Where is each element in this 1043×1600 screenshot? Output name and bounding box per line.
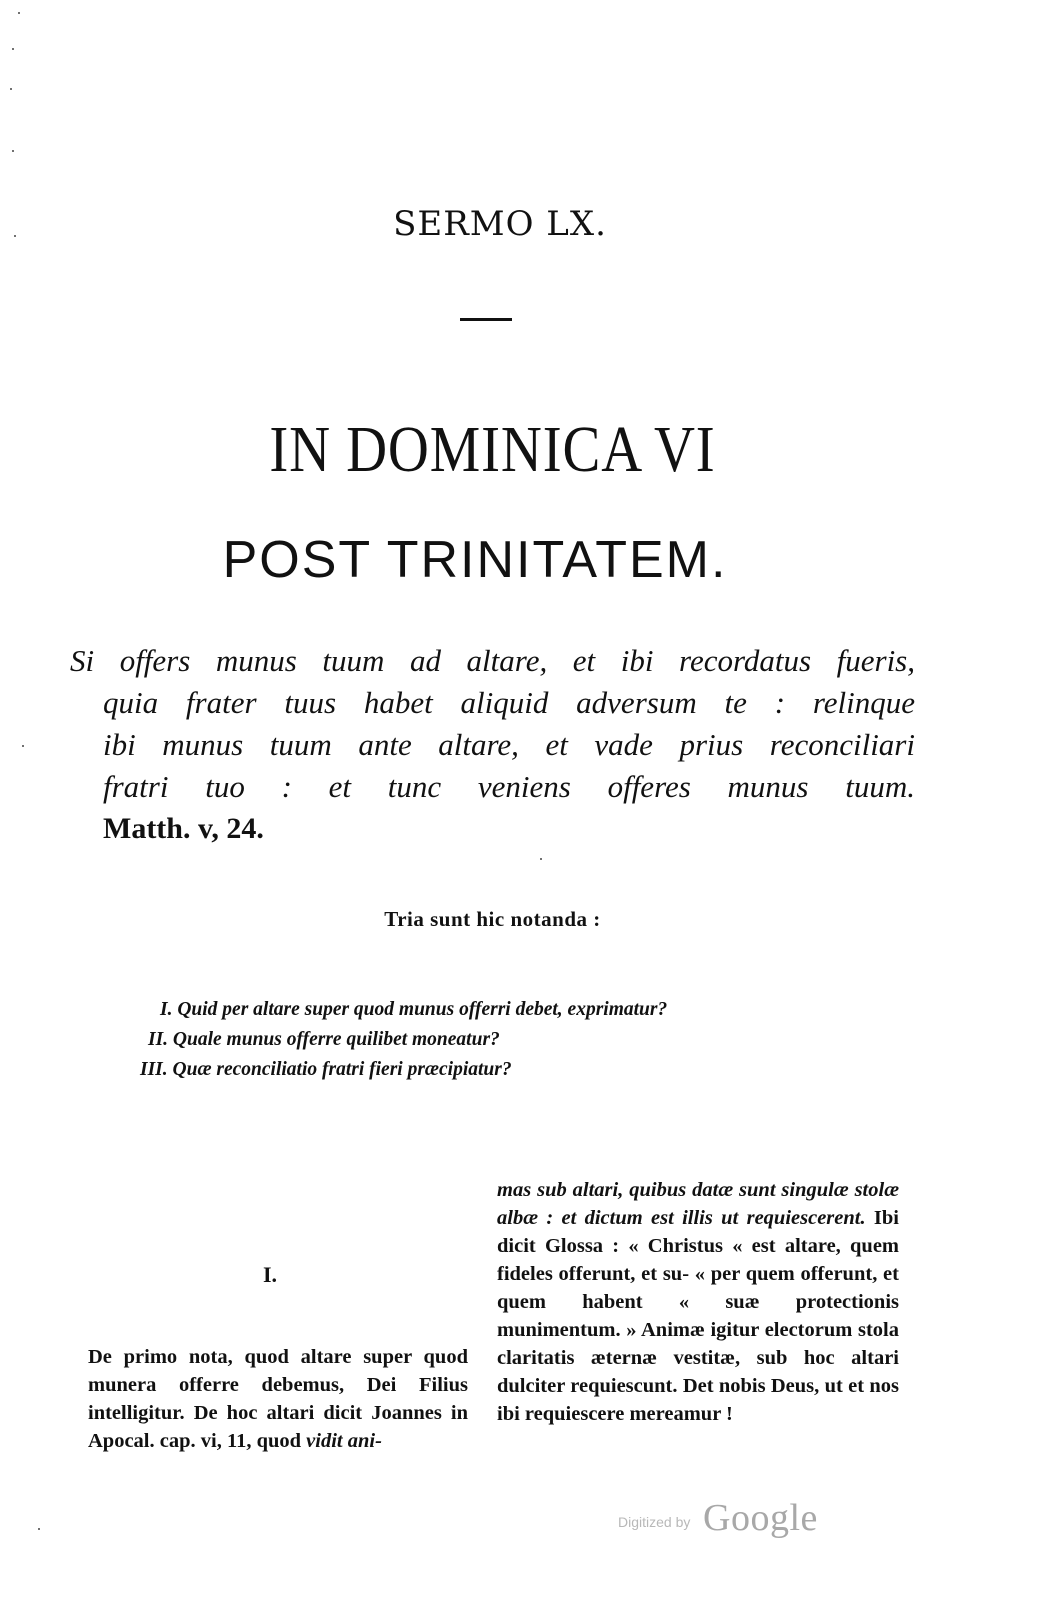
google-watermark-logo: Google — [703, 1497, 818, 1539]
epigraph-line: Si offers munus tuum ad altare, et ibi recordatus fueris, — [70, 643, 915, 678]
outline-list — [140, 995, 840, 1085]
sermon-number: SERMO LX. — [393, 204, 607, 244]
title-line-1: IN DOMINICA VI — [269, 413, 716, 486]
epigraph-reference: Matth. v, 24. — [103, 812, 264, 845]
left-column-text — [88, 1343, 468, 1455]
scan-speck — [540, 858, 542, 860]
left-column-roman: De primo nota, quod altare super quod munera offerre debemus, Dei Filius intelligitur. De hoc altari dicit Joannes in Apocal. cap. vi, 11, quod — [88, 1346, 468, 1452]
notanda-heading: Tria sunt hic notanda : — [384, 907, 601, 931]
scan-speck — [12, 48, 14, 50]
scan-speck — [22, 745, 24, 747]
scan-speck — [38, 1528, 40, 1530]
outline-item: I. Quid per altare super quod munus offerri debet, exprimatur? — [160, 999, 668, 1020]
digitized-by-label: Digitized by — [618, 1514, 691, 1530]
epigraph-line: quia frater tuus habet aliquid adversum te : relinque — [103, 685, 915, 720]
epigraph-line: fratri tuo : et tunc veniens offeres munus tuum. — [103, 769, 915, 804]
left-column-italic: vidit ani- — [306, 1430, 382, 1452]
epigraph-line: ibi munus tuum ante altare, et vade prius reconciliari — [103, 727, 915, 762]
scan-speck — [18, 12, 20, 14]
right-column-italic: mas sub altari, quibus datæ sunt singulæ stolæ albæ : et dictum est illis ut requiescerent. — [497, 1179, 899, 1229]
title-line-2: POST TRINITATEM. — [222, 531, 728, 589]
right-column-roman: Ibi dicit Glossa : « Christus « est altare, quem fideles offerunt, et su- « per quem offerunt, et quem habent « suæ protectionis munimentum. » Animæ igitur electorum stola claritatis æternæ vestitæ, sub hoc altari dulciter requiescunt. Det nobis Deus, ut et nos ibi requiescere mereamur ! — [497, 1207, 899, 1425]
scan-speck — [10, 88, 12, 90]
outline-item: III. Quæ reconciliatio fratri fieri præcipiatur? — [140, 1059, 512, 1080]
section-heading: I. — [262, 1262, 278, 1287]
outline-item: II. Quale munus offerre quilibet moneatur? — [148, 1029, 500, 1050]
title-rule — [460, 318, 512, 321]
epigraph — [70, 640, 915, 850]
right-column-text — [497, 1176, 899, 1428]
scan-speck — [12, 150, 14, 152]
